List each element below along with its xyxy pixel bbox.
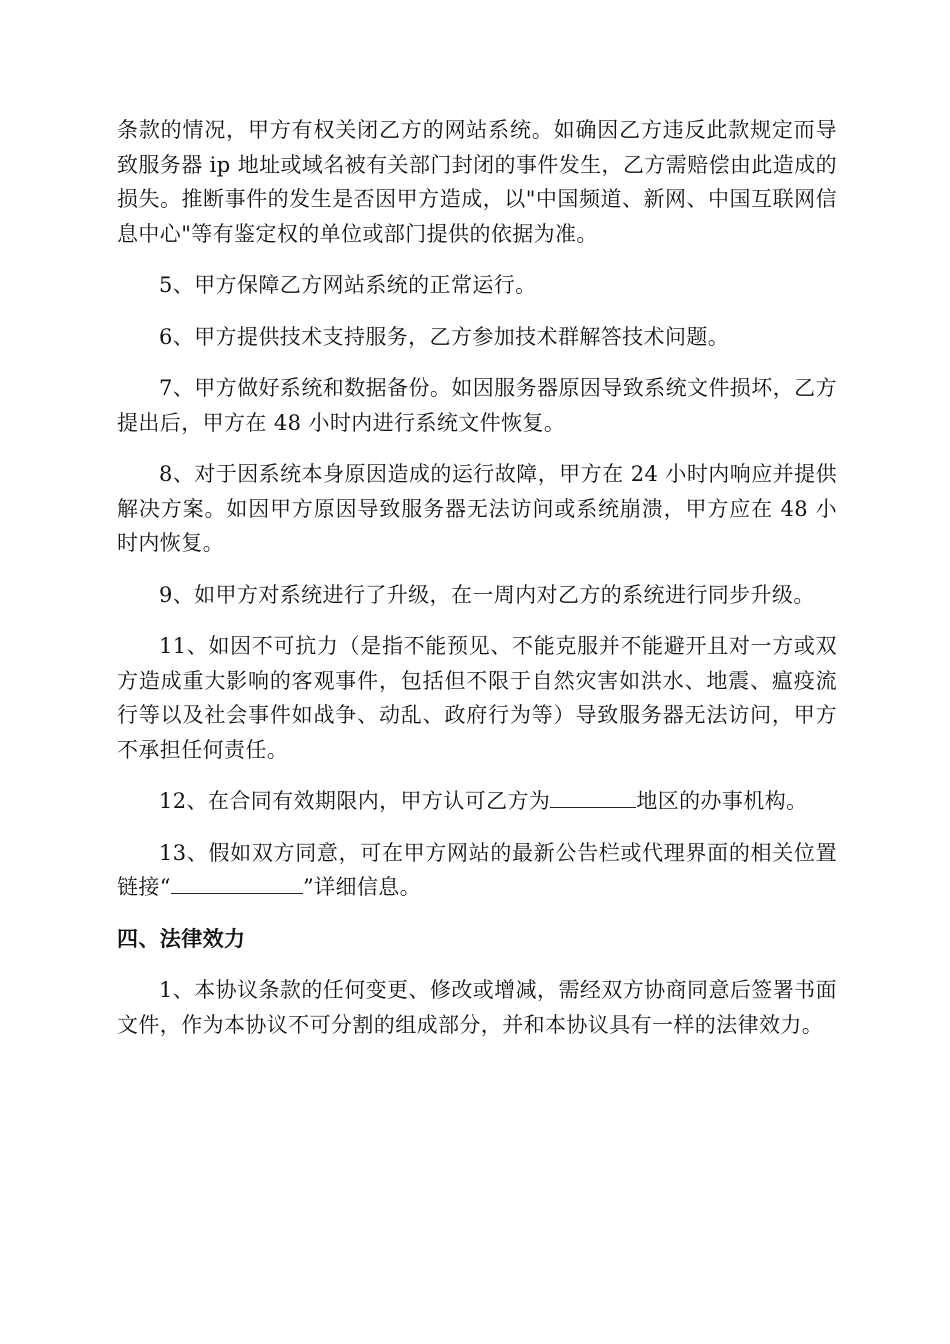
clause-7: 7、甲方做好系统和数据备份。如因服务器原因导致系统文件损坏，乙方提出后，甲方在 48 小时内进行系统文件恢复。 <box>117 376 837 435</box>
region-fill-blank <box>550 785 636 808</box>
clause-12-tail-text: 地区的办事机构。 <box>636 789 808 813</box>
clause-12-lead-text: 12、在合同有效期限内，甲方认可乙方为 <box>159 789 551 813</box>
clause-6: 6、甲方提供技术支持服务，乙方参加技术群解答技术问题。 <box>159 324 730 349</box>
clause-13-tail-text: ”详细信息。 <box>302 875 422 899</box>
clause-9: 9、如甲方对系统进行了升级，在一周内对乙方的系统进行同步升级。 <box>159 582 815 607</box>
clause-11: 11、如因不可抗力（是指不能预见、不能克服并不能避开且对一方或双方造成重大影响的客观事件，包括但不限于自然灾害如洪水、地震、瘟疫流行等以及社会事件如战争、动乱、政府行为等）导致服务器无法访问，甲方不承担任何责任。 <box>117 634 837 762</box>
continuation-paragraph: 条款的情况，甲方有权关闭乙方的网站系统。如确因乙方违反此款规定而导致服务器 ip 地址或域名被有关部门封闭的事件发生，乙方需赔偿由此造成的损失。推断事件的发生是否因甲方造成，以"中国频道、新网、中国互联网信息中心"等有鉴定权的单位或部门提供的依据为准。 <box>117 118 837 246</box>
clause-13-lead-text: 13、假如双方同意，可在甲方网站的最新公告栏或代理界面的相关位置链接“ <box>117 840 837 899</box>
section-heading-legal-effect: 四、法律效力 <box>117 926 246 951</box>
clause-13 <box>117 836 837 905</box>
document-body <box>117 113 837 1042</box>
section-4-clause-1: 1、本协议条款的任何变更、修改或增减，需经双方协商同意后签署书面文件，作为本协议不可分割的组成部分，并和本协议具有一样的法律效力。 <box>117 978 837 1037</box>
clause-8: 8、对于因系统本身原因造成的运行故障，甲方在 24 小时内响应并提供解决方案。如因甲方原因导致服务器无法访问或系统崩溃，甲方应在 48 小时内恢复。 <box>117 462 837 555</box>
clause-5: 5、甲方保障乙方网站系统的正常运行。 <box>159 273 537 297</box>
clause-12 <box>117 784 837 819</box>
link-fill-blank <box>171 871 303 894</box>
